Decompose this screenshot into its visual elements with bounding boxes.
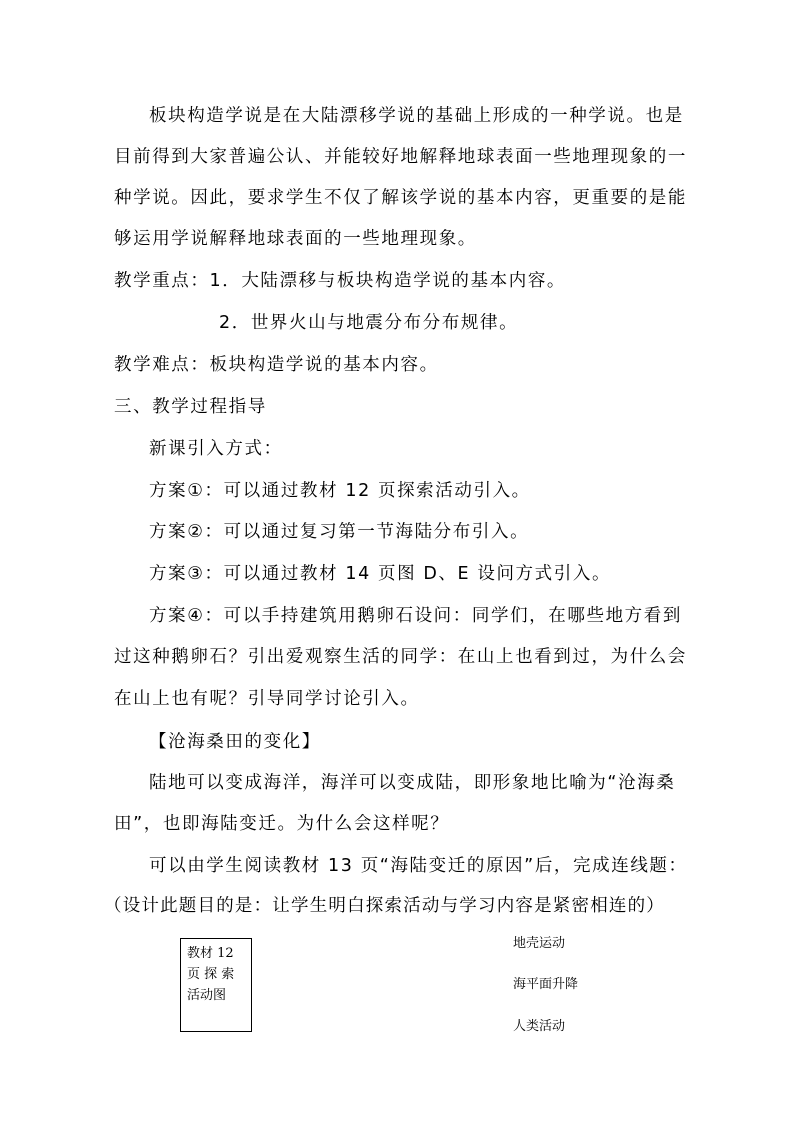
- text-line: 田”，也即海陆变迁。为什么会这样呢？: [114, 814, 450, 834]
- match-label-crust: 地壳运动: [513, 936, 566, 951]
- text-line: 种学说。因此，要求学生不仅了解该学说的基本内容，更重要的是能: [114, 188, 687, 208]
- subheading: 【沧海桑田的变化】: [149, 732, 321, 752]
- text-line: 在山上也有呢？引导同学讨论引入。: [114, 689, 420, 709]
- box-text: 活动图: [187, 988, 227, 1003]
- text-line: 陆地可以变成海洋，海洋可以变成陆，即形象地比喻为“沧海桑: [149, 773, 676, 793]
- plan-2: 方案②：可以通过复习第一节海陆分布引入。: [149, 522, 530, 542]
- intro-heading: 新课引入方式：: [149, 439, 283, 459]
- text-line: （设计此题目的是：让学生明白探索活动与学习内容是紧密相连的）: [104, 896, 665, 916]
- plan-1: 方案①：可以通过教材 12 页探索活动引入。: [149, 481, 531, 501]
- text-line: 方案④：可以手持建筑用鹅卵石设问：同学们，在哪些地方看到: [149, 606, 682, 626]
- match-label-sea-level: 海平面升降: [513, 977, 579, 992]
- key-points-line-1: 教学重点：1．大陆漂移与板块构造学说的基本内容。: [114, 271, 567, 291]
- key-points-line-2: 2．世界火山与地震分布分布规律。: [219, 313, 519, 333]
- difficulty-line: 教学难点：板块构造学说的基本内容。: [114, 355, 439, 375]
- text-line: 可以由学生阅读教材 13 页“海陆变迁的原因”后，完成连线题：: [149, 856, 688, 876]
- section-heading: 三、教学过程指导: [114, 397, 267, 417]
- box-text: 教材 12: [187, 946, 234, 961]
- text-line: 够运用学说解释地球表面的一些地理现象。: [114, 229, 477, 249]
- box-text: 页 探 索: [187, 967, 235, 982]
- plan-3: 方案③：可以通过教材 14 页图 D、E 设问方式引入。: [149, 564, 612, 584]
- text-line: 过这种鹅卵石？引出爱观察生活的同学：在山上也看到过，为什么会: [114, 647, 687, 667]
- textbook-figure-box: [180, 938, 252, 1032]
- text-line: 板块构造学说是在大陆漂移学说的基础上形成的一种学说。也是: [149, 106, 684, 126]
- text-line: 目前得到大家普遍公认、并能较好地解释地球表面一些地理现象的一: [114, 147, 687, 167]
- match-label-human: 人类活动: [513, 1019, 566, 1034]
